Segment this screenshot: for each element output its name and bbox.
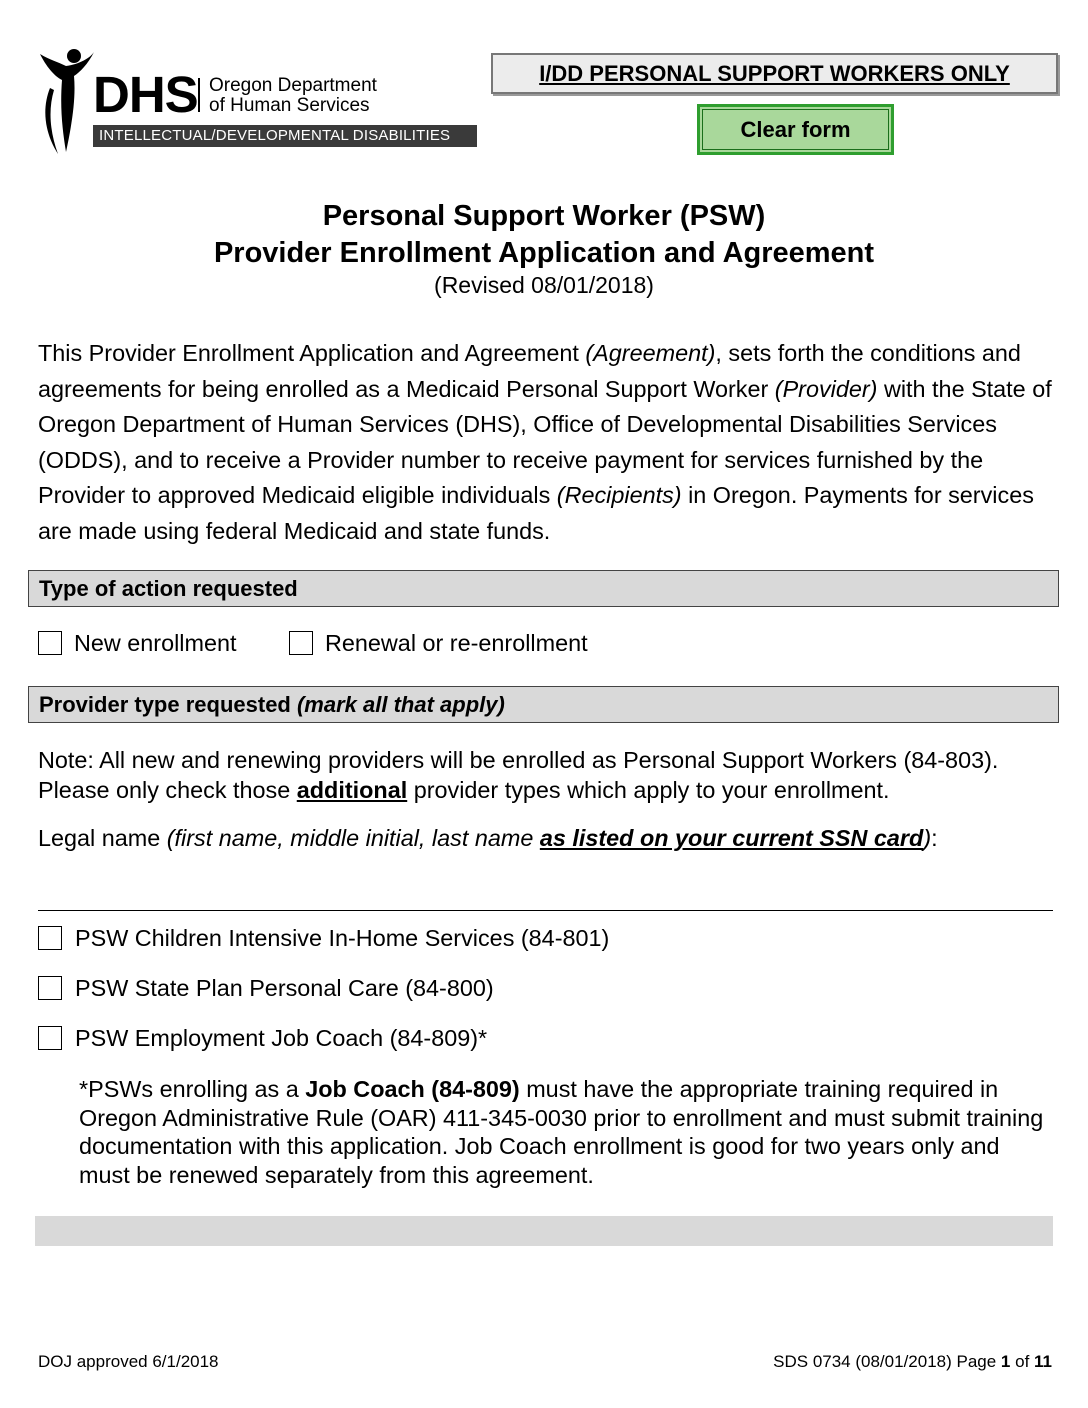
dhs-figure-logo [36,48,96,158]
logo-dhs-text: DHS [93,66,198,123]
intro-text-3: with the State of Oregon Department of Human Services (DHS), Office of Developmental Disabilities Services (ODDS), and to receive a Provider number to receive payment for services furnished by the Provider to approved Medicaid eligible individuals [38,375,1052,508]
page-title-line2: Provider Enrollment Application and Agreement [213,237,875,269]
renewal-checkbox[interactable] [289,631,313,655]
intro-agreement: (Agreement) [585,340,716,366]
intro-text-2: , sets forth the conditions and agreements for being enrolled as a Medicaid Personal Support Worker [38,340,1021,402]
logo-divider [198,78,200,112]
page-title-line1: Personal Support Worker (PSW) [322,200,766,232]
legal-hint-bold: as listed on your current SSN card [539,825,924,851]
state-plan-checkbox[interactable] [38,976,62,1000]
section-divider-bar [35,1216,1053,1246]
intro-provider: (Provider) [774,375,878,402]
jobcoach-text-bold: Job Coach (84-809) [305,1076,520,1102]
job-coach-label: PSW Employment Job Coach (84-809)* [75,1025,488,1051]
logo-dept-line2: of Human Services [209,95,370,116]
jobcoach-text-pre: *PSWs enrolling as a [79,1076,306,1102]
legal-name-underline [38,910,1053,911]
intro-paragraph [38,336,1053,549]
intro-recipients: (Recipients) [556,482,682,508]
children-intensive-label: PSW Children Intensive In-Home Services (84-801) [75,925,610,951]
note-text-pre: Note: All new and renewing providers will be enrolled as Personal Support Workers (84-803). Please only check those [38,747,999,803]
revision-date: (Revised 08/01/2018) [434,272,654,298]
footer-page-total: 11 [1034,1352,1052,1371]
logo-dept-line1: Oregon Department [209,75,377,96]
legal-colon: : [931,825,938,851]
audience-banner [491,53,1058,94]
footer-page-number: 1 [1000,1352,1011,1371]
section-provider-type [28,686,1059,723]
intro-text-1: This Provider Enrollment Application and Agreement [38,340,586,366]
new-enrollment-checkbox[interactable] [38,631,62,655]
provider-type-heading: Provider type requested [39,692,297,717]
note-text-post: provider types which apply to your enrollment. [407,777,890,803]
footer-page-info [773,1352,1052,1372]
jobcoach-text-post: must have the appropriate training required in Oregon Administrative Rule (OAR) 411-345-0030 prior to enrollment and must submit training documentation with this application. Job Coach enrollment is good for two years only and must be renewed separately from this agreement. [79,1076,1044,1188]
footer-of: of [1010,1352,1035,1371]
job-coach-note [79,1075,1054,1189]
note-text-bold: additional [296,777,408,803]
renewal-label: Renewal or re-enrollment [325,630,588,656]
provider-note [38,745,1038,805]
intro-text-4: in Oregon. Payments for services are made using federal Medicaid and state funds. [38,482,1034,544]
legal-hint: (first name, middle initial, last name [166,825,540,851]
new-enrollment-label: New enrollment [74,630,237,656]
children-intensive-checkbox[interactable] [38,926,62,950]
footer-form-id: SDS 0734 (08/01/2018) Page [773,1352,1001,1371]
audience-text: I/DD PERSONAL SUPPORT WORKERS ONLY [539,61,1010,86]
logo-department-name [209,76,377,116]
clear-form-button[interactable]: Clear form [697,104,894,155]
section-type-of-action: Type of action requested [28,570,1059,607]
legal-hint-end: ) [923,825,932,851]
legal-name-label [38,823,1048,853]
provider-type-heading-note: (mark all that apply) [296,692,505,717]
footer-approval: DOJ approved 6/1/2018 [38,1352,219,1371]
job-coach-checkbox[interactable] [38,1026,62,1050]
legal-name-field[interactable] [38,872,1057,910]
legal-label: Legal name [38,825,167,851]
state-plan-label: PSW State Plan Personal Care (84-800) [75,975,494,1001]
logo-band: INTELLECTUAL/DEVELOPMENTAL DISABILITIES [93,125,477,147]
